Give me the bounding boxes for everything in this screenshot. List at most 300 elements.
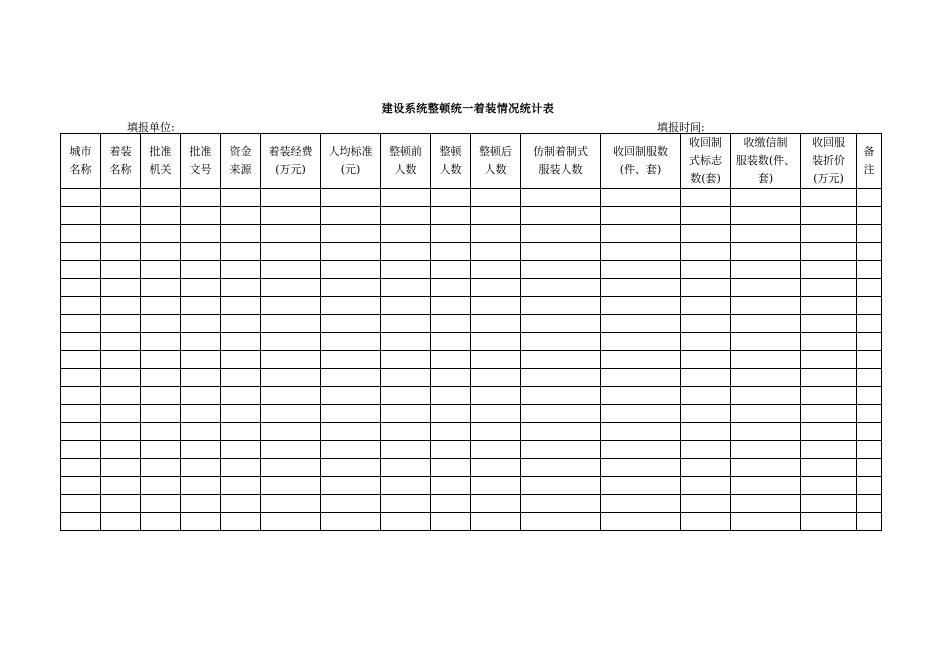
table-cell[interactable] (261, 477, 321, 495)
table-cell[interactable] (681, 369, 731, 387)
table-cell[interactable] (61, 459, 101, 477)
table-cell[interactable] (431, 369, 471, 387)
table-cell[interactable] (381, 387, 431, 405)
table-cell[interactable] (801, 423, 857, 441)
table-cell[interactable] (857, 513, 882, 531)
table-cell[interactable] (321, 405, 381, 423)
table-cell[interactable] (221, 279, 261, 297)
table-cell[interactable] (261, 423, 321, 441)
table-cell[interactable] (731, 279, 801, 297)
table-cell[interactable] (221, 225, 261, 243)
table-cell[interactable] (141, 351, 181, 369)
table-cell[interactable] (221, 441, 261, 459)
table-cell[interactable] (181, 495, 221, 513)
table-cell[interactable] (321, 495, 381, 513)
table-cell[interactable] (731, 513, 801, 531)
table-cell[interactable] (381, 513, 431, 531)
table-cell[interactable] (101, 207, 141, 225)
table-cell[interactable] (181, 225, 221, 243)
table-cell[interactable] (141, 333, 181, 351)
table-cell[interactable] (381, 261, 431, 279)
table-cell[interactable] (141, 459, 181, 477)
table-cell[interactable] (681, 261, 731, 279)
table-cell[interactable] (681, 297, 731, 315)
table-cell[interactable] (61, 261, 101, 279)
table-cell[interactable] (521, 405, 601, 423)
table-cell[interactable] (857, 351, 882, 369)
table-cell[interactable] (321, 279, 381, 297)
table-cell[interactable] (731, 315, 801, 333)
table-cell[interactable] (321, 207, 381, 225)
table-cell[interactable] (101, 351, 141, 369)
table-cell[interactable] (471, 369, 521, 387)
table-cell[interactable] (681, 441, 731, 459)
table-cell[interactable] (141, 189, 181, 207)
table-cell[interactable] (381, 279, 431, 297)
table-cell[interactable] (221, 315, 261, 333)
table-cell[interactable] (471, 315, 521, 333)
table-cell[interactable] (221, 477, 261, 495)
table-cell[interactable] (801, 441, 857, 459)
table-cell[interactable] (601, 513, 681, 531)
table-cell[interactable] (381, 369, 431, 387)
table-cell[interactable] (471, 351, 521, 369)
table-cell[interactable] (141, 495, 181, 513)
table-cell[interactable] (731, 459, 801, 477)
table-cell[interactable] (101, 441, 141, 459)
table-cell[interactable] (261, 297, 321, 315)
table-cell[interactable] (381, 297, 431, 315)
table-cell[interactable] (601, 387, 681, 405)
table-cell[interactable] (601, 207, 681, 225)
table-cell[interactable] (801, 189, 857, 207)
table-cell[interactable] (181, 513, 221, 531)
table-cell[interactable] (471, 495, 521, 513)
table-cell[interactable] (471, 189, 521, 207)
table-cell[interactable] (321, 261, 381, 279)
table-cell[interactable] (141, 279, 181, 297)
table-cell[interactable] (731, 207, 801, 225)
table-cell[interactable] (101, 225, 141, 243)
table-cell[interactable] (181, 477, 221, 495)
table-cell[interactable] (857, 495, 882, 513)
table-cell[interactable] (321, 387, 381, 405)
table-cell[interactable] (801, 495, 857, 513)
table-cell[interactable] (381, 495, 431, 513)
table-cell[interactable] (471, 243, 521, 261)
table-cell[interactable] (681, 207, 731, 225)
table-cell[interactable] (181, 351, 221, 369)
table-cell[interactable] (101, 423, 141, 441)
table-cell[interactable] (321, 297, 381, 315)
table-cell[interactable] (801, 207, 857, 225)
table-cell[interactable] (431, 495, 471, 513)
table-cell[interactable] (431, 405, 471, 423)
table-cell[interactable] (141, 207, 181, 225)
table-cell[interactable] (801, 225, 857, 243)
table-cell[interactable] (601, 333, 681, 351)
table-cell[interactable] (857, 279, 882, 297)
table-cell[interactable] (221, 369, 261, 387)
table-cell[interactable] (681, 225, 731, 243)
table-cell[interactable] (61, 207, 101, 225)
table-cell[interactable] (601, 297, 681, 315)
table-cell[interactable] (521, 297, 601, 315)
table-cell[interactable] (381, 441, 431, 459)
table-cell[interactable] (221, 297, 261, 315)
table-cell[interactable] (321, 369, 381, 387)
table-cell[interactable] (601, 351, 681, 369)
table-cell[interactable] (381, 459, 431, 477)
table-cell[interactable] (731, 297, 801, 315)
table-cell[interactable] (431, 207, 471, 225)
table-cell[interactable] (801, 369, 857, 387)
table-cell[interactable] (141, 387, 181, 405)
table-cell[interactable] (321, 441, 381, 459)
table-cell[interactable] (601, 261, 681, 279)
table-cell[interactable] (261, 279, 321, 297)
table-cell[interactable] (261, 459, 321, 477)
table-cell[interactable] (601, 477, 681, 495)
table-cell[interactable] (601, 243, 681, 261)
table-cell[interactable] (471, 459, 521, 477)
table-cell[interactable] (521, 495, 601, 513)
table-cell[interactable] (431, 423, 471, 441)
table-cell[interactable] (681, 423, 731, 441)
table-cell[interactable] (431, 279, 471, 297)
table-cell[interactable] (471, 297, 521, 315)
table-cell[interactable] (601, 315, 681, 333)
table-cell[interactable] (61, 369, 101, 387)
table-cell[interactable] (521, 513, 601, 531)
table-cell[interactable] (321, 225, 381, 243)
table-cell[interactable] (857, 423, 882, 441)
table-cell[interactable] (141, 477, 181, 495)
table-cell[interactable] (681, 513, 731, 531)
table-cell[interactable] (731, 423, 801, 441)
table-cell[interactable] (221, 423, 261, 441)
table-cell[interactable] (101, 459, 141, 477)
table-cell[interactable] (681, 333, 731, 351)
table-cell[interactable] (471, 441, 521, 459)
table-cell[interactable] (681, 279, 731, 297)
table-cell[interactable] (261, 351, 321, 369)
table-cell[interactable] (601, 225, 681, 243)
table-cell[interactable] (431, 351, 471, 369)
table-cell[interactable] (471, 387, 521, 405)
table-cell[interactable] (601, 441, 681, 459)
table-cell[interactable] (381, 405, 431, 423)
table-cell[interactable] (61, 243, 101, 261)
table-cell[interactable] (681, 495, 731, 513)
table-cell[interactable] (101, 477, 141, 495)
table-cell[interactable] (181, 441, 221, 459)
table-cell[interactable] (731, 387, 801, 405)
table-cell[interactable] (471, 261, 521, 279)
table-cell[interactable] (381, 333, 431, 351)
table-cell[interactable] (181, 189, 221, 207)
table-cell[interactable] (61, 441, 101, 459)
table-cell[interactable] (681, 189, 731, 207)
table-cell[interactable] (857, 297, 882, 315)
table-cell[interactable] (321, 315, 381, 333)
table-cell[interactable] (731, 225, 801, 243)
table-cell[interactable] (521, 477, 601, 495)
table-cell[interactable] (61, 405, 101, 423)
table-cell[interactable] (801, 243, 857, 261)
table-cell[interactable] (61, 513, 101, 531)
table-cell[interactable] (857, 243, 882, 261)
table-cell[interactable] (101, 387, 141, 405)
table-cell[interactable] (801, 279, 857, 297)
table-cell[interactable] (471, 207, 521, 225)
table-cell[interactable] (61, 225, 101, 243)
table-cell[interactable] (221, 495, 261, 513)
table-cell[interactable] (731, 351, 801, 369)
table-cell[interactable] (181, 369, 221, 387)
table-cell[interactable] (141, 243, 181, 261)
table-cell[interactable] (521, 441, 601, 459)
table-cell[interactable] (181, 261, 221, 279)
table-cell[interactable] (731, 495, 801, 513)
table-cell[interactable] (181, 423, 221, 441)
table-cell[interactable] (321, 243, 381, 261)
table-cell[interactable] (681, 405, 731, 423)
table-cell[interactable] (801, 405, 857, 423)
table-cell[interactable] (61, 351, 101, 369)
table-cell[interactable] (801, 459, 857, 477)
table-cell[interactable] (61, 477, 101, 495)
table-cell[interactable] (471, 423, 521, 441)
table-cell[interactable] (801, 477, 857, 495)
table-cell[interactable] (431, 477, 471, 495)
table-cell[interactable] (261, 387, 321, 405)
table-cell[interactable] (857, 315, 882, 333)
table-cell[interactable] (601, 459, 681, 477)
table-cell[interactable] (141, 423, 181, 441)
table-cell[interactable] (61, 387, 101, 405)
table-cell[interactable] (221, 207, 261, 225)
table-cell[interactable] (381, 189, 431, 207)
table-cell[interactable] (261, 261, 321, 279)
table-cell[interactable] (431, 441, 471, 459)
table-cell[interactable] (601, 405, 681, 423)
table-cell[interactable] (801, 387, 857, 405)
table-cell[interactable] (431, 243, 471, 261)
table-cell[interactable] (681, 243, 731, 261)
table-cell[interactable] (431, 189, 471, 207)
table-cell[interactable] (261, 225, 321, 243)
table-cell[interactable] (857, 369, 882, 387)
table-cell[interactable] (141, 369, 181, 387)
table-cell[interactable] (857, 405, 882, 423)
table-cell[interactable] (801, 513, 857, 531)
table-cell[interactable] (261, 405, 321, 423)
table-cell[interactable] (521, 279, 601, 297)
table-cell[interactable] (181, 315, 221, 333)
table-cell[interactable] (61, 495, 101, 513)
table-cell[interactable] (101, 189, 141, 207)
table-cell[interactable] (181, 279, 221, 297)
table-cell[interactable] (61, 423, 101, 441)
table-cell[interactable] (321, 459, 381, 477)
table-cell[interactable] (731, 261, 801, 279)
table-cell[interactable] (681, 387, 731, 405)
table-cell[interactable] (141, 441, 181, 459)
table-cell[interactable] (261, 189, 321, 207)
table-cell[interactable] (601, 423, 681, 441)
table-cell[interactable] (261, 369, 321, 387)
table-cell[interactable] (801, 351, 857, 369)
table-cell[interactable] (521, 189, 601, 207)
table-cell[interactable] (801, 261, 857, 279)
table-cell[interactable] (471, 225, 521, 243)
table-cell[interactable] (521, 351, 601, 369)
table-cell[interactable] (181, 459, 221, 477)
table-cell[interactable] (101, 495, 141, 513)
table-cell[interactable] (521, 243, 601, 261)
table-cell[interactable] (61, 279, 101, 297)
table-cell[interactable] (141, 297, 181, 315)
table-cell[interactable] (431, 315, 471, 333)
table-cell[interactable] (181, 387, 221, 405)
table-cell[interactable] (521, 207, 601, 225)
table-cell[interactable] (61, 315, 101, 333)
table-cell[interactable] (601, 189, 681, 207)
table-cell[interactable] (681, 351, 731, 369)
table-cell[interactable] (101, 315, 141, 333)
table-cell[interactable] (381, 225, 431, 243)
table-cell[interactable] (731, 405, 801, 423)
table-cell[interactable] (101, 279, 141, 297)
table-cell[interactable] (471, 405, 521, 423)
table-cell[interactable] (141, 405, 181, 423)
table-cell[interactable] (857, 189, 882, 207)
table-cell[interactable] (601, 369, 681, 387)
table-cell[interactable] (731, 369, 801, 387)
table-cell[interactable] (321, 423, 381, 441)
table-cell[interactable] (857, 261, 882, 279)
table-cell[interactable] (141, 261, 181, 279)
table-cell[interactable] (731, 189, 801, 207)
table-cell[interactable] (381, 315, 431, 333)
table-cell[interactable] (381, 351, 431, 369)
table-cell[interactable] (431, 513, 471, 531)
table-cell[interactable] (101, 405, 141, 423)
table-cell[interactable] (601, 279, 681, 297)
table-cell[interactable] (857, 207, 882, 225)
table-cell[interactable] (601, 495, 681, 513)
table-cell[interactable] (801, 333, 857, 351)
table-cell[interactable] (731, 477, 801, 495)
table-cell[interactable] (857, 387, 882, 405)
table-cell[interactable] (181, 207, 221, 225)
table-cell[interactable] (431, 387, 471, 405)
table-cell[interactable] (221, 459, 261, 477)
table-cell[interactable] (261, 243, 321, 261)
table-cell[interactable] (141, 513, 181, 531)
table-cell[interactable] (731, 333, 801, 351)
table-cell[interactable] (101, 333, 141, 351)
table-cell[interactable] (221, 261, 261, 279)
table-cell[interactable] (857, 477, 882, 495)
table-cell[interactable] (101, 243, 141, 261)
table-cell[interactable] (181, 297, 221, 315)
table-cell[interactable] (61, 189, 101, 207)
table-cell[interactable] (681, 315, 731, 333)
table-cell[interactable] (521, 225, 601, 243)
table-cell[interactable] (261, 495, 321, 513)
table-cell[interactable] (521, 369, 601, 387)
table-cell[interactable] (321, 351, 381, 369)
table-cell[interactable] (181, 333, 221, 351)
table-cell[interactable] (141, 225, 181, 243)
table-cell[interactable] (521, 423, 601, 441)
table-cell[interactable] (521, 261, 601, 279)
table-cell[interactable] (431, 225, 471, 243)
table-cell[interactable] (221, 189, 261, 207)
table-cell[interactable] (61, 333, 101, 351)
table-cell[interactable] (521, 459, 601, 477)
table-cell[interactable] (731, 441, 801, 459)
table-cell[interactable] (801, 315, 857, 333)
table-cell[interactable] (101, 513, 141, 531)
table-cell[interactable] (857, 333, 882, 351)
table-cell[interactable] (681, 459, 731, 477)
table-cell[interactable] (321, 189, 381, 207)
table-cell[interactable] (261, 441, 321, 459)
table-cell[interactable] (857, 459, 882, 477)
table-cell[interactable] (321, 477, 381, 495)
table-cell[interactable] (101, 297, 141, 315)
table-cell[interactable] (101, 369, 141, 387)
table-cell[interactable] (431, 297, 471, 315)
table-cell[interactable] (321, 513, 381, 531)
table-cell[interactable] (321, 333, 381, 351)
table-cell[interactable] (471, 279, 521, 297)
table-cell[interactable] (521, 333, 601, 351)
table-cell[interactable] (141, 315, 181, 333)
table-cell[interactable] (381, 423, 431, 441)
table-cell[interactable] (471, 513, 521, 531)
table-cell[interactable] (261, 207, 321, 225)
table-cell[interactable] (381, 477, 431, 495)
table-cell[interactable] (181, 405, 221, 423)
table-cell[interactable] (381, 207, 431, 225)
table-cell[interactable] (857, 225, 882, 243)
table-cell[interactable] (261, 333, 321, 351)
table-cell[interactable] (221, 243, 261, 261)
table-cell[interactable] (471, 477, 521, 495)
table-cell[interactable] (261, 315, 321, 333)
table-cell[interactable] (681, 477, 731, 495)
table-cell[interactable] (61, 297, 101, 315)
table-cell[interactable] (431, 333, 471, 351)
table-cell[interactable] (221, 387, 261, 405)
table-cell[interactable] (521, 315, 601, 333)
table-cell[interactable] (221, 333, 261, 351)
table-cell[interactable] (221, 405, 261, 423)
table-cell[interactable] (381, 243, 431, 261)
table-cell[interactable] (101, 261, 141, 279)
table-cell[interactable] (731, 243, 801, 261)
table-cell[interactable] (181, 243, 221, 261)
table-cell[interactable] (801, 297, 857, 315)
table-cell[interactable] (857, 441, 882, 459)
table-cell[interactable] (431, 261, 471, 279)
table-cell[interactable] (221, 351, 261, 369)
table-cell[interactable] (431, 459, 471, 477)
